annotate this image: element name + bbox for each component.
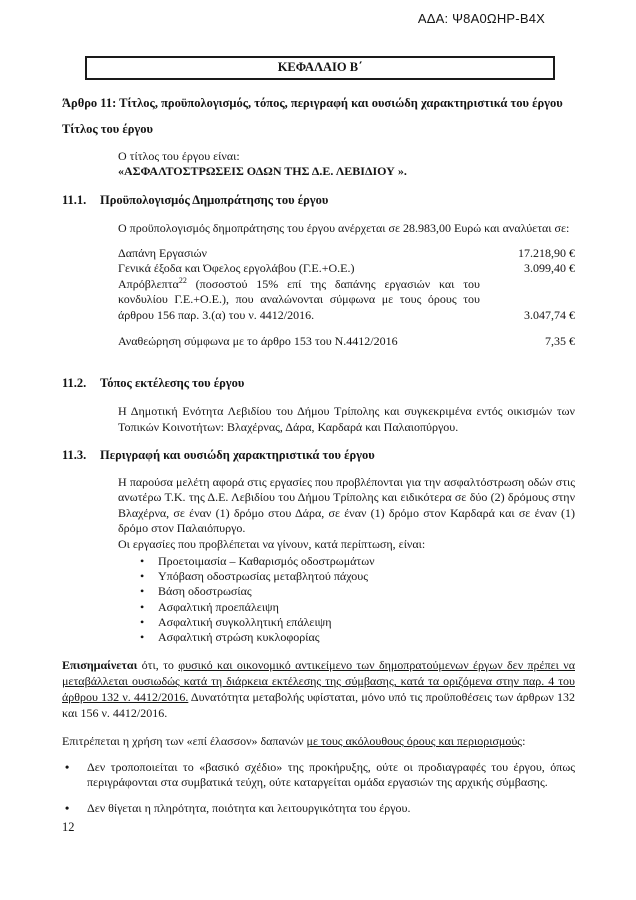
article-11-heading: Άρθρο 11: Τίτλος, προϋπολογισμός, τόπος, περιγραφή και ουσιώδη χαρακτηριστικά του έργου — [62, 96, 563, 110]
work-item — [140, 569, 575, 584]
project-title-heading: Τίτλος του έργου — [62, 122, 154, 136]
budget-row-label: Δαπάνη Εργασιών — [118, 245, 207, 260]
budget-row-amount: 3.099,40 € — [524, 261, 575, 275]
bullet-icon — [140, 584, 158, 599]
description-body: Η παρούσα μελέτη αφορά στις εργασίες που προβλέπονται για την ασφαλτόστρωση οδών στις ανωτέρω Τ.Κ. της Δ.Ε. Λεβιδίου του Δήμου Τρίπολης και ειδικότερα σε δύο (2) δρόμους στην Βλαχέρνα, σε έναν (1) δρόμο στου Δάρα, σε έναν (1) δρόμο στον Καρδαρά και σε έναν (1) δρόμο στον Παλαιόπυργο. — [118, 474, 575, 535]
chapter-heading-box — [85, 56, 555, 81]
bullet-icon — [65, 760, 87, 791]
ellason-underlined-text: με τους ακόλουθους όρους και περιορισμούς — [306, 734, 523, 749]
section-title: Περιγραφή και ουσιώδη χαρακτηριστικά του έργου — [100, 448, 375, 462]
works-intro-line: Οι εργασίες που προβλέπεται να γίνουν, κατά περίπτωση, είναι: — [118, 536, 426, 551]
work-item-text: Ασφαλτική συγκολλητική επάλειψη — [158, 614, 332, 629]
bullet-icon — [140, 630, 158, 645]
budget-row-overheads — [118, 261, 575, 277]
bullet-icon — [65, 801, 87, 817]
section-number: 11.1. — [62, 192, 87, 207]
work-item-text: Προετοιμασία – Καθαρισμός οδοστρωμάτων — [158, 554, 375, 568]
budget-row-amount: 7,35 € — [545, 334, 575, 348]
work-item-text: Ασφαλτική προεπάλειψη — [158, 599, 279, 614]
work-item — [140, 600, 575, 615]
project-title-block — [118, 149, 575, 180]
work-item-text: Βάση οδοστρωσίας — [158, 584, 252, 599]
ellason-pre-text: Επιτρέπεται η χρήση των «επί έλασσον» δαπανών — [62, 734, 307, 749]
ellason-paragraph — [62, 734, 575, 750]
section-11-3-heading — [62, 448, 575, 464]
budget-row-label: Αναθεώρηση σύμφωνα με το άρθρο 153 του Ν.4412/2016 — [118, 334, 398, 348]
works-list — [62, 554, 575, 645]
condition-text: Δεν τροποποιείται το «βασικό σχέδιο» της προκήρυξης, ούτε οι προδιαγραφές του έργου, όπως περιγράφονται στα συμβατικά τεύχη, ούτε καταργείται ομάδα εργασιών της αρχικής σύμβασης. — [87, 759, 575, 790]
budget-row-revision — [118, 334, 575, 350]
contingency-word: Απρόβλεπτα — [118, 276, 179, 291]
bullet-icon — [140, 615, 158, 630]
section-number: 11.3. — [62, 448, 87, 462]
section-title: Τόπος εκτέλεσης του έργου — [100, 375, 245, 390]
condition-item — [65, 801, 575, 817]
note-bold-word: Επισημαίνεται — [62, 658, 138, 673]
page-number: 12 — [62, 820, 75, 834]
note-pre-text: ότι, το — [137, 658, 179, 673]
project-title-value: «ΑΣΦΑΛΤΟΣΤΡΩΣΕΙΣ ΟΔΩΝ ΤΗΣ Δ.Ε. ΛΕΒΙΔΙΟΥ ». — [118, 164, 407, 178]
section-11-2-heading — [62, 376, 575, 392]
budget-row-label — [118, 277, 480, 324]
budget-row-amount: 3.047,74 € — [524, 307, 575, 322]
contingency-rest: (ποσοστού 15% επί της δαπάνης εργασιών και του κονδυλίου Γ.Ε.+Ο.Ε.), που αναλώνονται σύμφωνα με τους όρους του άρθρου 156 παρ. 3.(α) του ν. 4412/2016. — [118, 276, 480, 322]
condition-text: Δεν θίγεται η πληρότητα, ποιότητα και λειτουργικότητα του έργου. — [87, 800, 411, 815]
section-number: 11.2. — [62, 375, 87, 390]
budget-row-label: Γενικά έξοδα και Όφελος εργολάβου (Γ.Ε.+Ο.Ε.) — [118, 261, 355, 275]
ada-code: ΑΔΑ: Ψ8Α0ΩΗΡ-Β4Χ — [417, 11, 545, 26]
ellason-colon: : — [522, 734, 526, 749]
location-paragraph: Η Δημοτική Ενότητα Λεβιδίου του Δήμου Τρίπολης και συγκεκριμένα εντός οικισμών των Τοπικών Κοινοτήτων: Βλαχέρνας, Δάρα, Καρδαρά και Παλαιοπύργου. — [118, 404, 575, 434]
work-item — [140, 615, 575, 630]
budget-row-works — [118, 246, 575, 262]
note-underlined-text: φυσικό και οικονομικό αντικείμενο των δημοπρατούμενων έργων δεν πρέπει να μεταβάλλεται ουσιωδώς κατά τη διάρκεια εκτέλεσης της σύμβασης, κατά τα οριζόμενα στην παρ. 4 του άρθρου 132 ν. 4412/2016. — [62, 658, 575, 705]
work-item — [140, 554, 575, 569]
work-item — [140, 584, 575, 599]
budget-intro-paragraph: Ο προϋπολογισμός δημοπράτησης του έργου ανέρχεται σε 28.983,00 Ευρώ και αναλύεται σε: — [118, 221, 570, 235]
section-title: Προϋπολογισμός Δημοπράτησης του έργου — [100, 192, 329, 207]
section-11-1-heading — [62, 193, 575, 209]
budget-row-contingency — [118, 277, 575, 324]
bullet-icon — [140, 554, 158, 569]
emphasis-note-paragraph — [62, 657, 575, 721]
budget-breakdown — [118, 246, 575, 350]
work-item — [140, 630, 575, 645]
budget-row-amount: 17.218,90 € — [518, 245, 575, 260]
work-item-text: Υπόβαση οδοστρωσίας μεταβλητού πάχους — [158, 569, 368, 584]
work-item-text: Ασφαλτική στρώση κυκλοφορίας — [158, 630, 320, 645]
condition-item — [65, 760, 575, 791]
project-title-intro: Ο τίτλος του έργου είναι: — [118, 148, 240, 163]
footnote-ref: 22 — [178, 275, 187, 285]
note-post-text: Δυνατότητα μεταβολής υφίσταται, μόνο υπό τις προϋποθέσεις των άρθρων 132 και 156 ν. 4412/2016. — [62, 690, 575, 721]
bullet-icon — [140, 600, 158, 615]
ellason-conditions-list — [62, 760, 575, 817]
bullet-icon — [140, 569, 158, 584]
chapter-title: ΚΕΦΑΛΑΙΟ Β΄ — [277, 59, 363, 74]
description-paragraph — [118, 475, 575, 537]
